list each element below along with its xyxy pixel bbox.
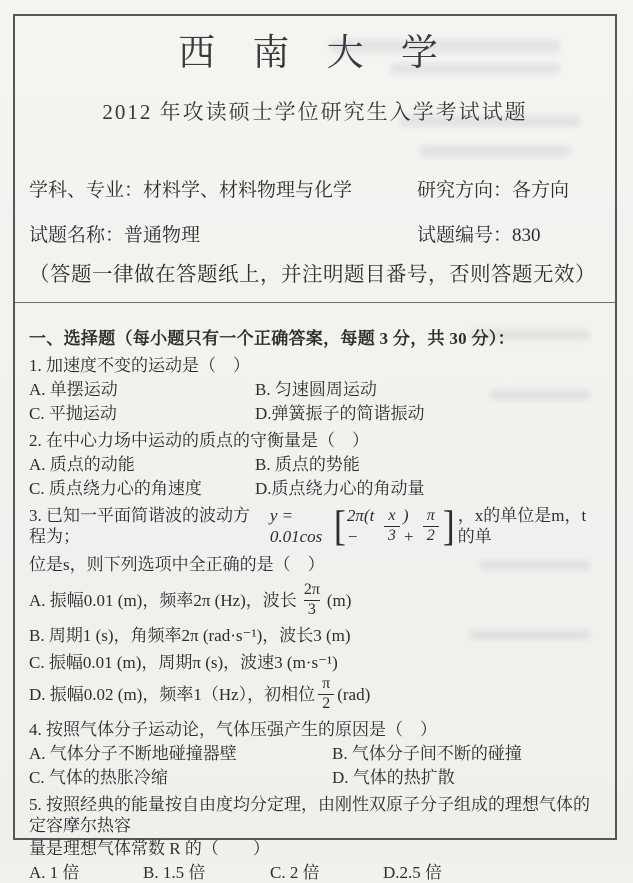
question-1-option-b: B. 匀速圆周运动 (255, 380, 377, 399)
question-1-option-a: A. 单摆运动 (29, 380, 118, 399)
formula-lhs: y = 0.01cos (269, 506, 323, 546)
fraction-denominator: 3 (304, 600, 320, 619)
option-d-text: D. 振幅0.02 (m)，频率1（Hz），初相位 (29, 684, 316, 704)
question-3-option-d (29, 675, 601, 713)
fraction-denominator: 2 (318, 694, 334, 713)
formula-part1: 2π(t − (346, 506, 375, 546)
question-5-options (29, 862, 601, 883)
question-4-option-a: A. 气体分子不断地碰撞器壁 (29, 744, 237, 763)
paper-name-value: 普通物理 (124, 225, 201, 246)
direction-value: 各方向 (512, 180, 570, 201)
question-4-options-ab (29, 743, 601, 764)
option-a-unit: (m) (326, 590, 352, 610)
question-3-option-c: C. 振幅0.01 (m)，周期π (s)，波速3 (m·s⁻¹) (29, 653, 338, 672)
question-3-stem-post: ，x的单位是m，t 的单 (457, 506, 587, 546)
question-1-options-cd (29, 403, 601, 424)
university-title: 西 南 大 学 (178, 33, 452, 74)
question-5-option-a: A. 1 倍 (29, 863, 80, 882)
direction-label: 研究方向： (417, 180, 513, 201)
question-4-option-d: D. 气体的热扩散 (332, 768, 455, 787)
fraction-numerator: π (322, 674, 331, 692)
question-2-stem: 2. 在中心力场中运动的质点的守衡量是（ ） (29, 431, 369, 450)
question-4-stem: 4. 按照气体分子运动论，气体压强产生的原因是（ ） (29, 720, 437, 739)
subject-field (29, 178, 417, 204)
fraction-numerator: π (426, 506, 435, 524)
subject-label: 学科、专业： (29, 180, 144, 201)
question-3-option-a (29, 581, 601, 619)
paper-number-value: 830 (512, 225, 541, 246)
fraction-denominator: 3 (384, 526, 400, 545)
fraction-x-over-3 (384, 508, 400, 545)
question-5-stem-line1: 5. 按照经典的能量按自由度均分定理，由刚性双原子分子组成的理想气体的定容摩尔热容 (29, 795, 590, 835)
section-heading: 一、选择题（每小题只有一个正确答案，每题 3 分，共 30 分）： (29, 329, 515, 348)
question-3-stem-line2: 位是s，则下列选项中全正确的是（ ） (29, 555, 325, 574)
answer-notice: （答题一律做在答题纸上，并注明题目番号，否则答题无效） (29, 264, 596, 286)
fraction-pi-over-2 (318, 676, 334, 713)
right-bracket: ] (442, 502, 455, 550)
exam-meta (29, 178, 601, 249)
question-1-option-d: D.弹簧振子的简谐振动 (255, 404, 425, 423)
paper-name-field (29, 223, 417, 249)
question-2-option-a: A. 质点的动能 (29, 455, 135, 474)
question-5-stem-line2: 量是理想气体常数 R 的（ ） (29, 839, 270, 858)
fraction-denominator: 2 (423, 526, 439, 545)
meta-row-subject (29, 178, 601, 204)
question-1-options-ab (29, 379, 601, 400)
question-4-options-cd (29, 767, 601, 788)
exam-title: 2012 年攻读硕士学位研究生入学考试试题 (102, 100, 528, 124)
question-2-option-d: D.质点绕力心的角动量 (255, 479, 425, 498)
wave-equation-formula (269, 502, 456, 550)
fraction-numerator: 2π (303, 580, 320, 598)
question-1-option-c: C. 平抛运动 (29, 404, 117, 423)
question-5-option-d: D.2.5 倍 (383, 863, 443, 882)
fraction-pi-over-2 (423, 508, 439, 545)
question-3-option-b: B. 周期1 (s)，角频率2π (rad·s⁻¹)，波长3 (m) (29, 626, 351, 645)
page-frame (13, 14, 617, 882)
question-2-options-cd (29, 478, 601, 499)
question-4-option-b: B. 气体分子间不断的碰撞 (332, 744, 522, 763)
question-3-stem-line1 (29, 504, 601, 548)
option-d-unit: (rad) (337, 684, 371, 704)
question-4-option-c: C. 气体的热胀冷缩 (29, 768, 168, 787)
question-2-option-c: C. 质点绕力心的角速度 (29, 479, 202, 498)
question-5-option-c: C. 2 倍 (270, 863, 320, 882)
header-divider (15, 302, 615, 303)
question-1-stem: 1. 加速度不变的运动是（ ） (29, 356, 250, 375)
question-5-option-b: B. 1.5 倍 (143, 863, 206, 882)
formula-part2: ) + (402, 506, 415, 546)
question-2-option-b: B. 质点的势能 (255, 455, 360, 474)
meta-row-paper (29, 223, 601, 249)
subject-value: 材料学、材料物理与化学 (143, 180, 353, 201)
option-a-text: A. 振幅0.01 (m)，频率2π (Hz)，波长 (29, 590, 297, 610)
fraction-2pi-over-3 (300, 582, 324, 619)
question-3-stem-pre: 3. 已知一平面简谐波的波动方程为； (29, 506, 250, 546)
question-2-options-ab (29, 454, 601, 475)
left-bracket: [ (333, 502, 346, 550)
fraction-numerator: x (388, 506, 396, 524)
direction-field (417, 178, 601, 204)
paper-name-label: 试题名称： (29, 225, 125, 246)
questions-area (29, 328, 601, 883)
paper-number-field (417, 223, 601, 249)
paper-number-label: 试题编号： (417, 225, 513, 246)
